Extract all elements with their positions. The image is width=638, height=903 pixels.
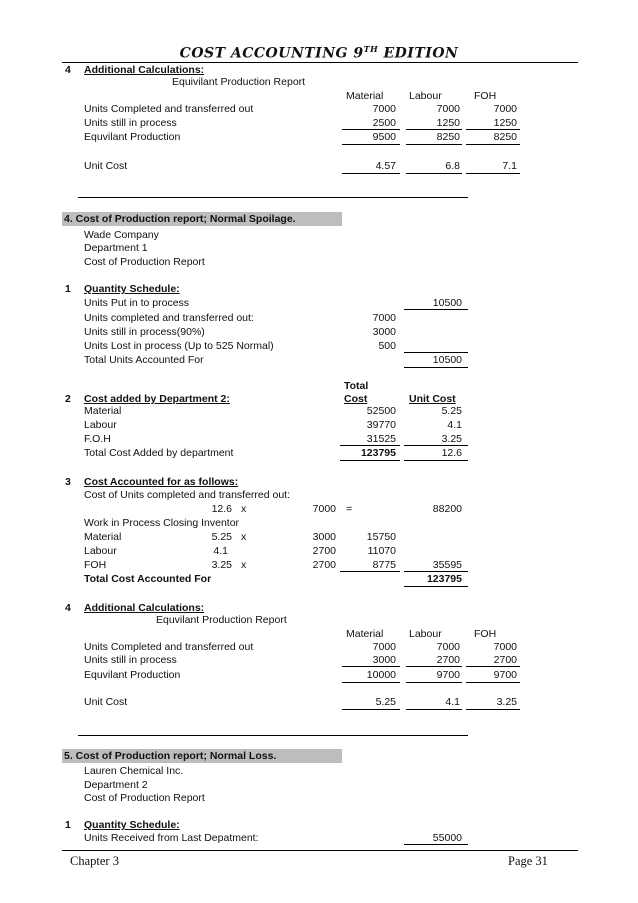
a-sum-line (404, 571, 468, 572)
a-wip-amt: 15750 (366, 531, 396, 543)
q-row-val: 500 (378, 340, 396, 352)
sec-top-total-line (466, 144, 520, 145)
e-row-label: Units Completed and transferred out (84, 641, 254, 653)
header-rule (62, 62, 578, 63)
q-total-underline (404, 367, 468, 368)
cost-header-cost: Cost (344, 393, 368, 405)
c-sum-line (404, 445, 468, 446)
sec-top-subtitle: Equivilant Production Report (172, 76, 306, 88)
sec-top-row-val: 7.1 (502, 160, 517, 172)
sec-top-num: 4 (65, 64, 71, 76)
e-col-labour: Labour (409, 628, 442, 640)
sec-top-sum-line (406, 129, 462, 130)
company-name: Lauren Chemical Inc. (84, 765, 184, 777)
sec-top-row-label: Units still in process (84, 117, 177, 129)
a-wip-x: x (241, 559, 247, 571)
e-row-val: 5.25 (375, 696, 396, 708)
c-total-label: Total Cost Added by department (84, 447, 234, 459)
e-row-label: Unit Cost (84, 696, 128, 708)
a-trans-rate: 12.6 (211, 503, 232, 515)
header-edition-sup: TH (363, 44, 379, 54)
sec-top-total-line (342, 144, 400, 145)
sec-top-row-val: 6.8 (445, 160, 460, 172)
sec-top-row-val: 1250 (436, 117, 460, 129)
s5-q-title: Quantity Schedule: (84, 819, 180, 831)
sec-top-col-labour: Labour (409, 90, 442, 102)
e-row-val: 9700 (493, 669, 517, 681)
cost-header-unit: Unit Cost (409, 393, 456, 405)
a-wip-qty: 2700 (312, 559, 336, 571)
s5-recv-line (404, 844, 468, 845)
section-divider (78, 197, 468, 198)
s5-recv-label: Units Received from Last Depatment: (84, 832, 259, 844)
header-title: COST ACCOUNTING (179, 45, 348, 62)
sec-top-title: Additional Calculations: (84, 64, 205, 76)
a-wip-label: Work in Process Closing Inventor (84, 517, 240, 529)
s5-recv-val: 55000 (432, 832, 462, 844)
q-total-label: Total Units Accounted For (84, 354, 204, 366)
e-row-val: 2700 (436, 654, 460, 666)
e-unit-line (466, 709, 520, 710)
c-total-underline (404, 460, 468, 461)
s5-q-num: 1 (65, 819, 71, 831)
q-row-val: 7000 (372, 312, 396, 324)
a-wip-rate: 3.25 (211, 559, 232, 571)
c-row-label: Material (84, 405, 122, 417)
e-sum-line (406, 666, 462, 667)
sec-top-unit-line (406, 173, 462, 174)
a-wip-amt: 11070 (367, 545, 396, 557)
e-row-label: Units still in process (84, 654, 177, 666)
c-row-unit: 5.25 (441, 405, 462, 417)
a-total-underline (404, 586, 468, 587)
a-total-label: Total Cost Accounted For (84, 573, 212, 585)
e-row-val: 7000 (493, 641, 517, 653)
sec-top-total-line (406, 144, 462, 145)
sec-top-row-val: 9500 (372, 131, 396, 143)
sec-top-row-val: 8250 (493, 131, 517, 143)
e-sum-line (342, 666, 400, 667)
report-name: Cost of Production Report (84, 256, 205, 268)
e-unit-line (406, 709, 462, 710)
department-name: Department 1 (84, 242, 148, 254)
c-total-unit: 12.6 (441, 447, 462, 459)
a-trans-qty: 7000 (312, 503, 336, 515)
e-subtitle: Equvilant Production Report (156, 614, 287, 626)
q-row-label: Units Lost in process (Up to 525 Normal) (84, 340, 274, 352)
q-row-val: 3000 (372, 326, 396, 338)
sec-top-row-label: Unit Cost (84, 160, 128, 172)
sec-top-row-val: 7000 (372, 103, 396, 115)
e-title: Additional Calculations: (84, 602, 205, 614)
c-total-underline (340, 460, 400, 461)
sec-top-col-foh: FOH (474, 90, 497, 102)
a-wip-label-item: Labour (84, 545, 117, 557)
a-wip-x: x (241, 531, 247, 543)
e-row-val: 7000 (372, 641, 396, 653)
sec-top-sum-line (466, 129, 520, 130)
page-header (0, 44, 638, 62)
a-total-val: 123795 (426, 573, 462, 585)
a-wip-rate: 5.25 (211, 531, 232, 543)
c-row-unit: 4.1 (447, 419, 462, 431)
a-wip-rate: 4.1 (213, 545, 228, 557)
header-edition-num: 9 (353, 45, 364, 62)
sec-top-col-material: Material (346, 90, 384, 102)
footer-chapter: Chapter 3 (70, 854, 119, 868)
sec-top-row-val: 8250 (436, 131, 460, 143)
c-num: 2 (65, 393, 71, 405)
c-row-label: F.O.H (84, 433, 111, 445)
c-title: Cost added by Department 2: (84, 393, 230, 405)
c-row-total: 52500 (366, 405, 396, 417)
sec-top-row-val: 2500 (372, 117, 396, 129)
footer-rule (62, 850, 578, 851)
q-put-label: Units Put in to process (84, 297, 190, 309)
a-title: Cost Accounted for as follows: (84, 476, 239, 488)
e-total-line (406, 682, 462, 683)
a-wip-label-item: Material (84, 531, 122, 543)
report-name: Cost of Production Report (84, 792, 205, 804)
e-row-val: 3.25 (496, 696, 517, 708)
footer-page: Page 31 (508, 854, 548, 868)
sec-top-row-val: 7000 (436, 103, 460, 115)
e-row-val: 3000 (372, 654, 396, 666)
q-total-val: 10500 (432, 354, 462, 366)
a-trans-val: 88200 (432, 503, 462, 515)
a-num: 3 (65, 476, 71, 488)
q-title: Quantity Schedule: (84, 283, 180, 295)
e-unit-line (342, 709, 400, 710)
a-trans-eq: = (346, 503, 353, 515)
section-5-bar: 5. Cost of Production report; Normal Loss. (62, 749, 342, 763)
e-col-foh: FOH (474, 628, 497, 640)
a-trans-x: x (241, 503, 247, 515)
e-row-label: Equvilant Production (84, 669, 181, 681)
e-sum-line (466, 666, 520, 667)
e-row-val: 4.1 (445, 696, 460, 708)
c-row-total: 31525 (366, 433, 396, 445)
e-row-val: 7000 (436, 641, 460, 653)
a-wip-amt: 8775 (372, 559, 396, 571)
q-put-line (404, 309, 468, 310)
section-4-bar: 4. Cost of Production report; Normal Spoilage. (62, 212, 342, 226)
q-total-line (404, 352, 468, 353)
a-sum-line (340, 571, 400, 572)
a-wip-total: 35595 (432, 559, 462, 571)
e-row-val: 2700 (493, 654, 517, 666)
q-row-label: Units still in process(90%) (84, 326, 205, 338)
e-row-val: 9700 (436, 669, 460, 681)
sec-top-row-label: Units Completed and transferred out (84, 103, 254, 115)
sec-top-row-val: 4.57 (375, 160, 396, 172)
sec-top-unit-line (342, 173, 400, 174)
c-row-total: 39770 (366, 419, 396, 431)
sec-top-row-val: 7000 (493, 103, 517, 115)
sec-top-sum-line (342, 129, 400, 130)
e-col-material: Material (346, 628, 384, 640)
q-put-val: 10500 (432, 297, 462, 309)
a-wip-qty: 3000 (312, 531, 336, 543)
a-wip-qty: 2700 (312, 545, 336, 557)
e-num: 4 (65, 602, 71, 614)
sec-top-unit-line (466, 173, 520, 174)
cost-header-total: Total (344, 380, 369, 392)
e-total-line (342, 682, 400, 683)
a-wip-label-item: FOH (84, 559, 107, 571)
sec-top-row-label: Equvilant Production (84, 131, 181, 143)
e-total-line (466, 682, 520, 683)
q-num: 1 (65, 283, 71, 295)
section-divider (78, 735, 468, 736)
c-sum-line (340, 445, 400, 446)
c-row-label: Labour (84, 419, 117, 431)
e-row-val: 10000 (366, 669, 396, 681)
sec-top-row-val: 1250 (493, 117, 517, 129)
company-name: Wade Company (84, 229, 159, 241)
a-trans-label: Cost of Units completed and transferred out: (84, 489, 291, 501)
q-row-label: Units completed and transferred out: (84, 312, 254, 324)
department-name: Department 2 (84, 779, 148, 791)
header-edition-word: EDITION (383, 45, 459, 62)
c-row-unit: 3.25 (441, 433, 462, 445)
c-total-total: 123795 (360, 447, 396, 459)
